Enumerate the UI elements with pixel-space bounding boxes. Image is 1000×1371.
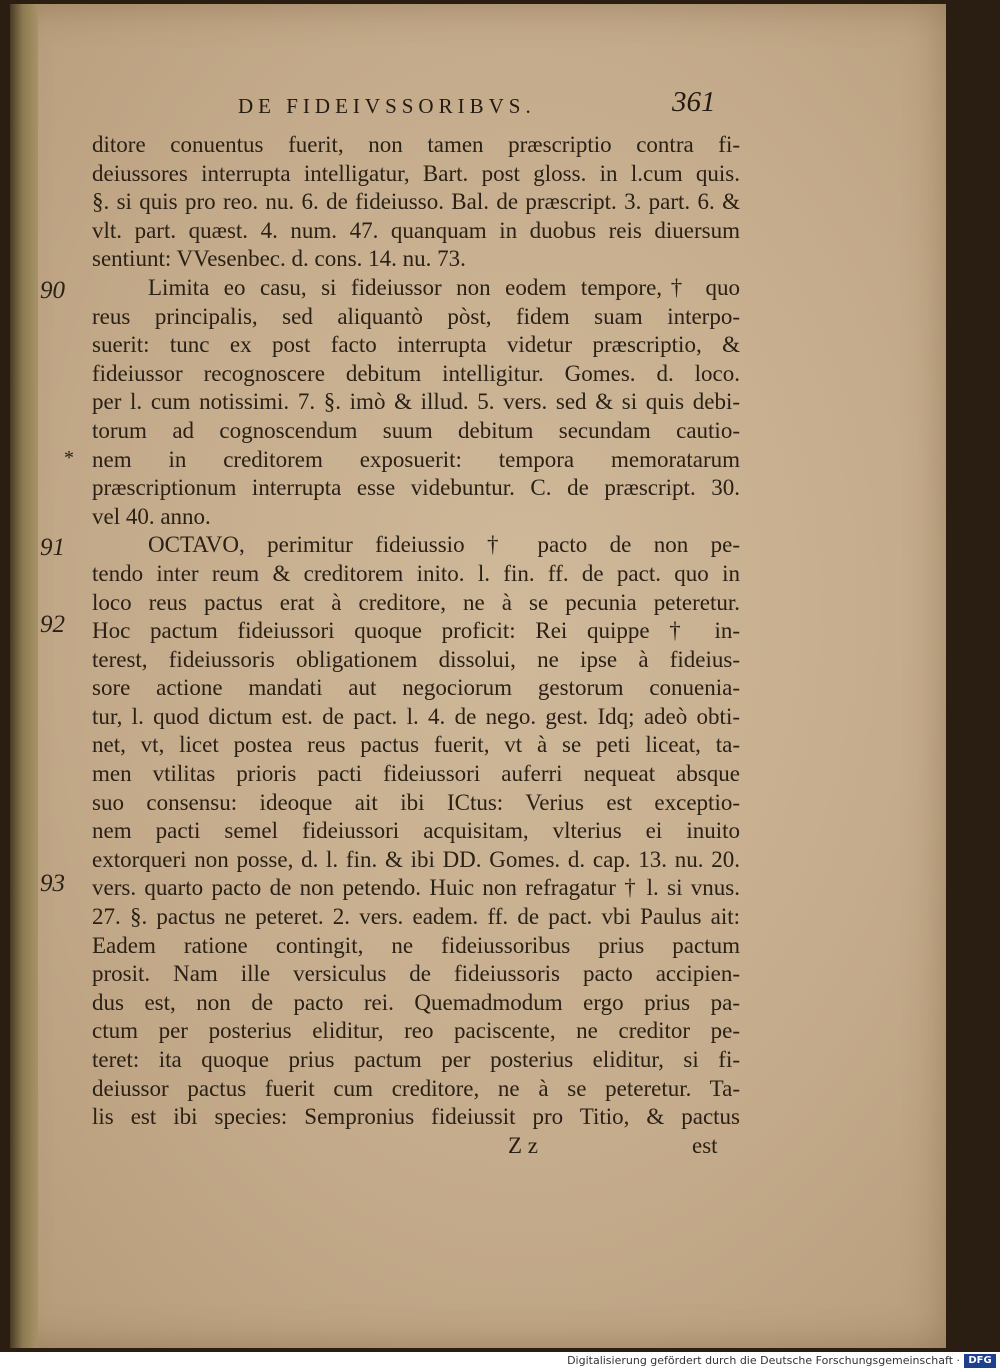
text-line: præscriptionum interrupta esse videbuntur. C. de præscript. 30. [92,475,740,501]
page-header [0,0,1000,140]
text-line: §. si quis pro reo. nu. 6. de fideiusso. Bal. de præscript. 3. part. 6. & [92,189,740,215]
text-line: prosit. Nam ille versiculus de fideiussoris pacto accipien- [92,961,740,987]
margin-number: 90 [40,277,65,304]
text-line: ditore conuentus fuerit, non tamen præscriptio contra fi- [92,132,740,157]
text-line: nem pacti semel fideiussori acquisitam, vlterius ei inuito [92,818,740,844]
text-line: extorqueri non posse, d. l. fin. & ibi DD. Gomes. d. cap. 13. nu. 20. [92,846,740,872]
text-line: torum ad cognoscendum suum debitum secundam cautio- [92,417,740,443]
text-line: Hoc pactum fideiussori quoque proficit: Rei quippe † in- [92,618,740,644]
dfg-logo: DFG [964,1354,996,1368]
text-line: Eadem ratione contingit, ne fideiussoribus prius pactum [92,932,740,958]
text-line: vlt. part. quæst. 4. num. 47. quanquam in duobus reis diuersum [92,217,740,243]
margin-number: 93 [40,870,65,897]
signature-mark: Z z [508,1133,539,1158]
text-line: deiussor pactus fuerit cum creditore, ne à se peteretur. Ta- [92,1075,740,1101]
margin-number: 92 [40,611,65,638]
text-line: suo consensu: ideoque ait ibi ICtus: Verius est exceptio- [92,789,740,815]
text-line: tendo inter reum & creditorem inito. l. fin. ff. de pact. quo in [92,560,740,586]
page-gutter-edge [10,4,38,1348]
text-line: vel 40. anno. [92,503,211,529]
text-line: net, vt, licet postea reus pactus fuerit, vt à se peti liceat, ta- [92,732,740,758]
funding-credit: Digitalisierung gefördert durch die Deutsche Forschungsgemeinschaft · [567,1354,960,1367]
text-line: fideiussor recognoscere debitum intelligitur. Gomes. d. loco. [92,360,740,386]
text-line: terest, fideiussoris obligationem dissolui, ne ipse à fideius- [92,646,740,672]
text-line: sentiunt: VVesenbec. d. cons. 14. nu. 73. [92,246,466,272]
text-line: tur, l. quod dictum est. de pact. l. 4. de nego. gest. Idq; adeò obti- [92,703,740,729]
text-line: sore actione mandati aut negociorum gestorum conuenia- [92,675,740,701]
text-line: teret: ita quoque prius pactum per posterius eliditur, si fi- [92,1047,740,1072]
text-line: lis est ibi species: Sempronius fideiussit pro Titio, & pactus [92,1104,740,1130]
page-number: 361 [672,86,716,118]
footer-bar [0,1352,1000,1371]
text-line: deiussores interrupta intelligatur, Bart. post gloss. in l.cum quis. [92,160,740,186]
text-line: per l. cum notissimi. 7. §. imò & illud. 5. vers. sed & si quis debi- [92,389,740,415]
text-line: 27. §. pactus ne peteret. 2. vers. eadem. ff. de pact. vbi Paulus ait: [92,904,740,930]
text-line: ctum per posterius eliditur, reo paciscente, ne creditor pe- [92,1018,740,1044]
running-title: DE FIDEIVSSORIBVS. [238,94,536,118]
text-line: suerit: tunc ex post facto interrupta videtur præscriptio, & [92,332,740,358]
text-line: men vtilitas prioris pacti fideiussori auferri nequeat absque [92,761,740,787]
body-text [92,131,740,1132]
margin-number: 91 [40,534,65,561]
text-line: Limita eo casu, si fideiussor non eodem tempore,† quo [148,274,740,300]
text-line: dus est, non de pacto rei. Quemadmodum ergo prius pa- [92,989,740,1015]
text-line: nem in creditorem exposuerit: tempora memoratarum [92,446,740,472]
text-line: OCTAVO, perimitur fideiussio † pacto de non pe- [148,532,740,558]
text-line: reus principalis, sed aliquantò pòst, fidem suam interpo- [92,303,740,329]
catchword: est [692,1133,718,1158]
text-line: vers. quarto pacto de non petendo. Huic non refragatur † l. si vnus. [92,875,740,901]
margin-asterisk: * [64,447,74,469]
text-line: loco reus pactus erat à creditore, ne à se pecunia peteretur. [92,589,740,615]
